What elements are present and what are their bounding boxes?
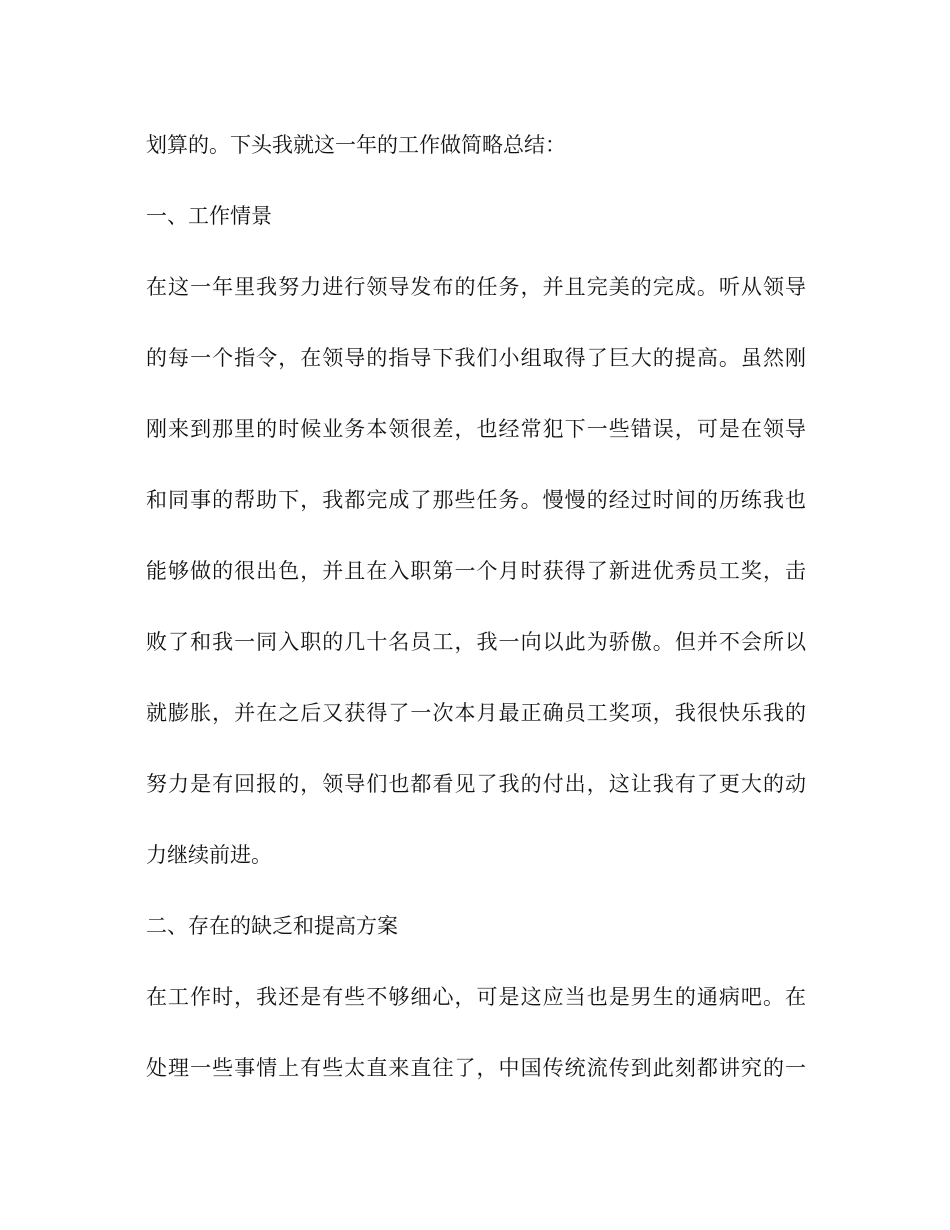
body-text-line: 在这一年里我努力进行领导发布的任务，并且完美的完成。听从领导: [146, 275, 806, 299]
section-heading: 一、工作情景: [146, 204, 272, 228]
body-text-line: 能够做的很出色，并且在入职第一个月时获得了新进优秀员工奖，击: [146, 559, 806, 583]
body-text-line: 努力是有回报的，领导们也都看见了我的付出，这让我有了更大的动: [146, 772, 806, 796]
body-text-line: 划算的。下头我就这一年的工作做简略总结：: [146, 133, 566, 157]
body-text-line: 在工作时，我还是有些不够细心，可是这应当也是男生的通病吧。在: [146, 985, 806, 1009]
section-heading: 二、存在的缺乏和提高方案: [146, 914, 398, 938]
body-text-line: 处理一些事情上有些太直来直往了，中国传统流传到此刻都讲究的一: [146, 1056, 806, 1080]
body-text-line: 就膨胀，并在之后又获得了一次本月最正确员工奖项，我很快乐我的: [146, 701, 806, 725]
body-text-line: 败了和我一同入职的几十名员工，我一向以此为骄傲。但并不会所以: [146, 630, 806, 654]
body-text-line: 力继续前进。: [146, 843, 272, 867]
body-text-line: 刚来到那里的时候业务本领很差，也经常犯下一些错误，可是在领导: [146, 417, 806, 441]
body-text-line: 和同事的帮助下，我都完成了那些任务。慢慢的经过时间的历练我也: [146, 488, 806, 512]
body-text-line: 的每一个指令，在领导的指导下我们小组取得了巨大的提高。虽然刚: [146, 346, 806, 370]
